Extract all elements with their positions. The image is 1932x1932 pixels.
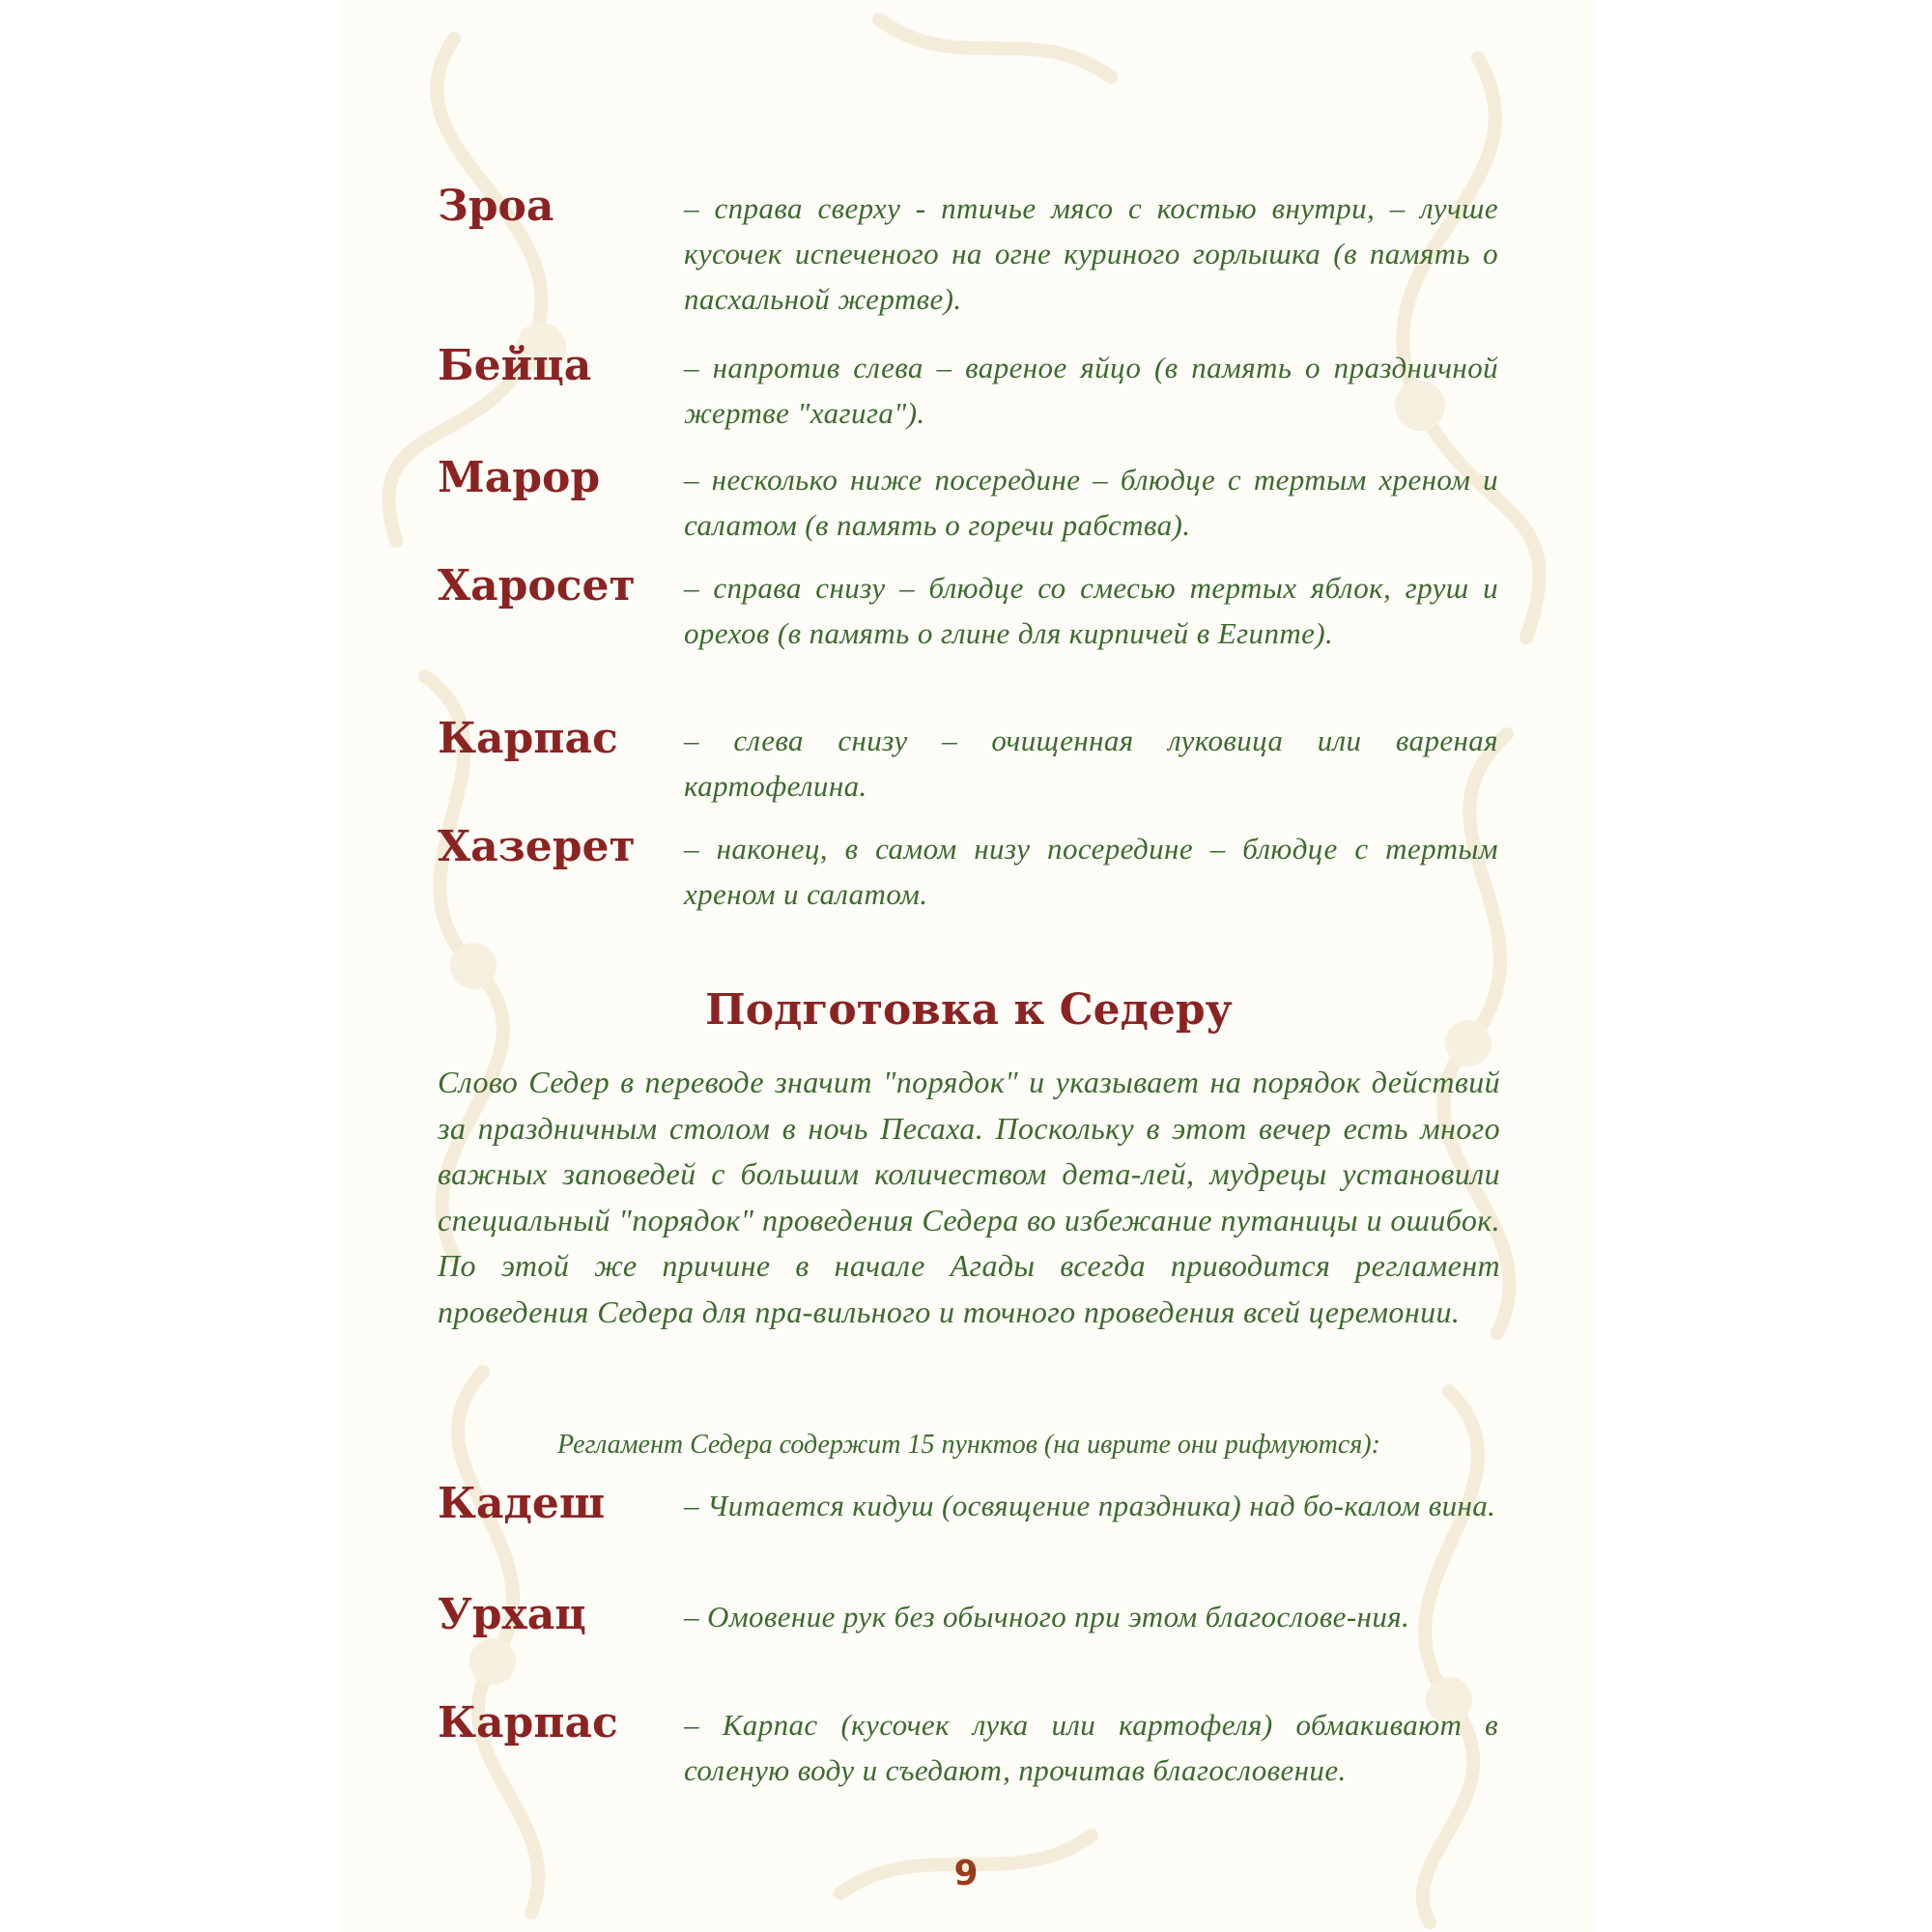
entry-term: Бейца bbox=[438, 341, 592, 390]
entry-term: Марор bbox=[438, 453, 601, 502]
entry-definition: – наконец, в самом низу посередине – блюдце с тертым хреном и салатом. bbox=[684, 832, 1498, 911]
entry-term: Хазерет bbox=[438, 822, 636, 871]
entry-definition: – Читается кидуш (освящение праздника) над бо-калом вина. bbox=[684, 1489, 1496, 1522]
section-title: Подготовка к Седеру bbox=[705, 985, 1233, 1035]
book-page bbox=[338, 0, 1594, 1932]
entry-term: Кадеш bbox=[438, 1479, 606, 1528]
entry-term: Харосет bbox=[438, 561, 636, 611]
entry-definition: – несколько ниже посередине – блюдце с тертым хреном и салатом (в память о горечи рабства). bbox=[684, 463, 1498, 542]
entry-definition: – Карпас (кусочек лука или картофеля) обмакивают в соленую воду и съедают, прочитав благословение. bbox=[684, 1708, 1498, 1787]
entry-term: Карпас bbox=[438, 1698, 618, 1747]
entry-term: Зроа bbox=[438, 182, 554, 231]
entry-definition: – слева снизу – очищенная луковица или вареная картофелина. bbox=[684, 724, 1498, 803]
entry-term: Урхац bbox=[438, 1590, 586, 1639]
entry-definition: – справа снизу – блюдце со смесью тертых яблок, груш и орехов (в память о глине для кирпичей в Египте). bbox=[684, 571, 1498, 650]
page-number: 9 bbox=[953, 1854, 979, 1893]
intro-paragraph: Слово Седер в переводе значит "порядок" и указывает на порядок действий за праздничным столом в ночь Песаха. Поскольку в этот вечер есть много важных заповедей с большим количеством дета-лей, мудрецы установили специальный "порядок" проведения Седера во избежание путаницы и ошибок. По этой же причине в начале Агады всегда приводится регламент проведения Седера для пра-вильного и точного проведения всей церемонии. bbox=[438, 1065, 1500, 1329]
order-count-line: Регламент Седера содержит 15 пунктов (на иврите они рифмуются): bbox=[557, 1430, 1380, 1460]
page-content bbox=[438, 0, 1500, 1932]
entry-definition: – напротив слева – вареное яйцо (в память о праздничной жертве "хагига"). bbox=[684, 351, 1498, 430]
entry-definition: – справа сверху - птичье мясо с костью внутри, – лучше кусочек испеченого на огне куриного горлышка (в память о пасхальной жертве). bbox=[684, 191, 1498, 316]
entry-term: Карпас bbox=[438, 714, 618, 763]
entry-definition: – Омовение рук без обычного при этом благослове-ния. bbox=[684, 1600, 1410, 1634]
